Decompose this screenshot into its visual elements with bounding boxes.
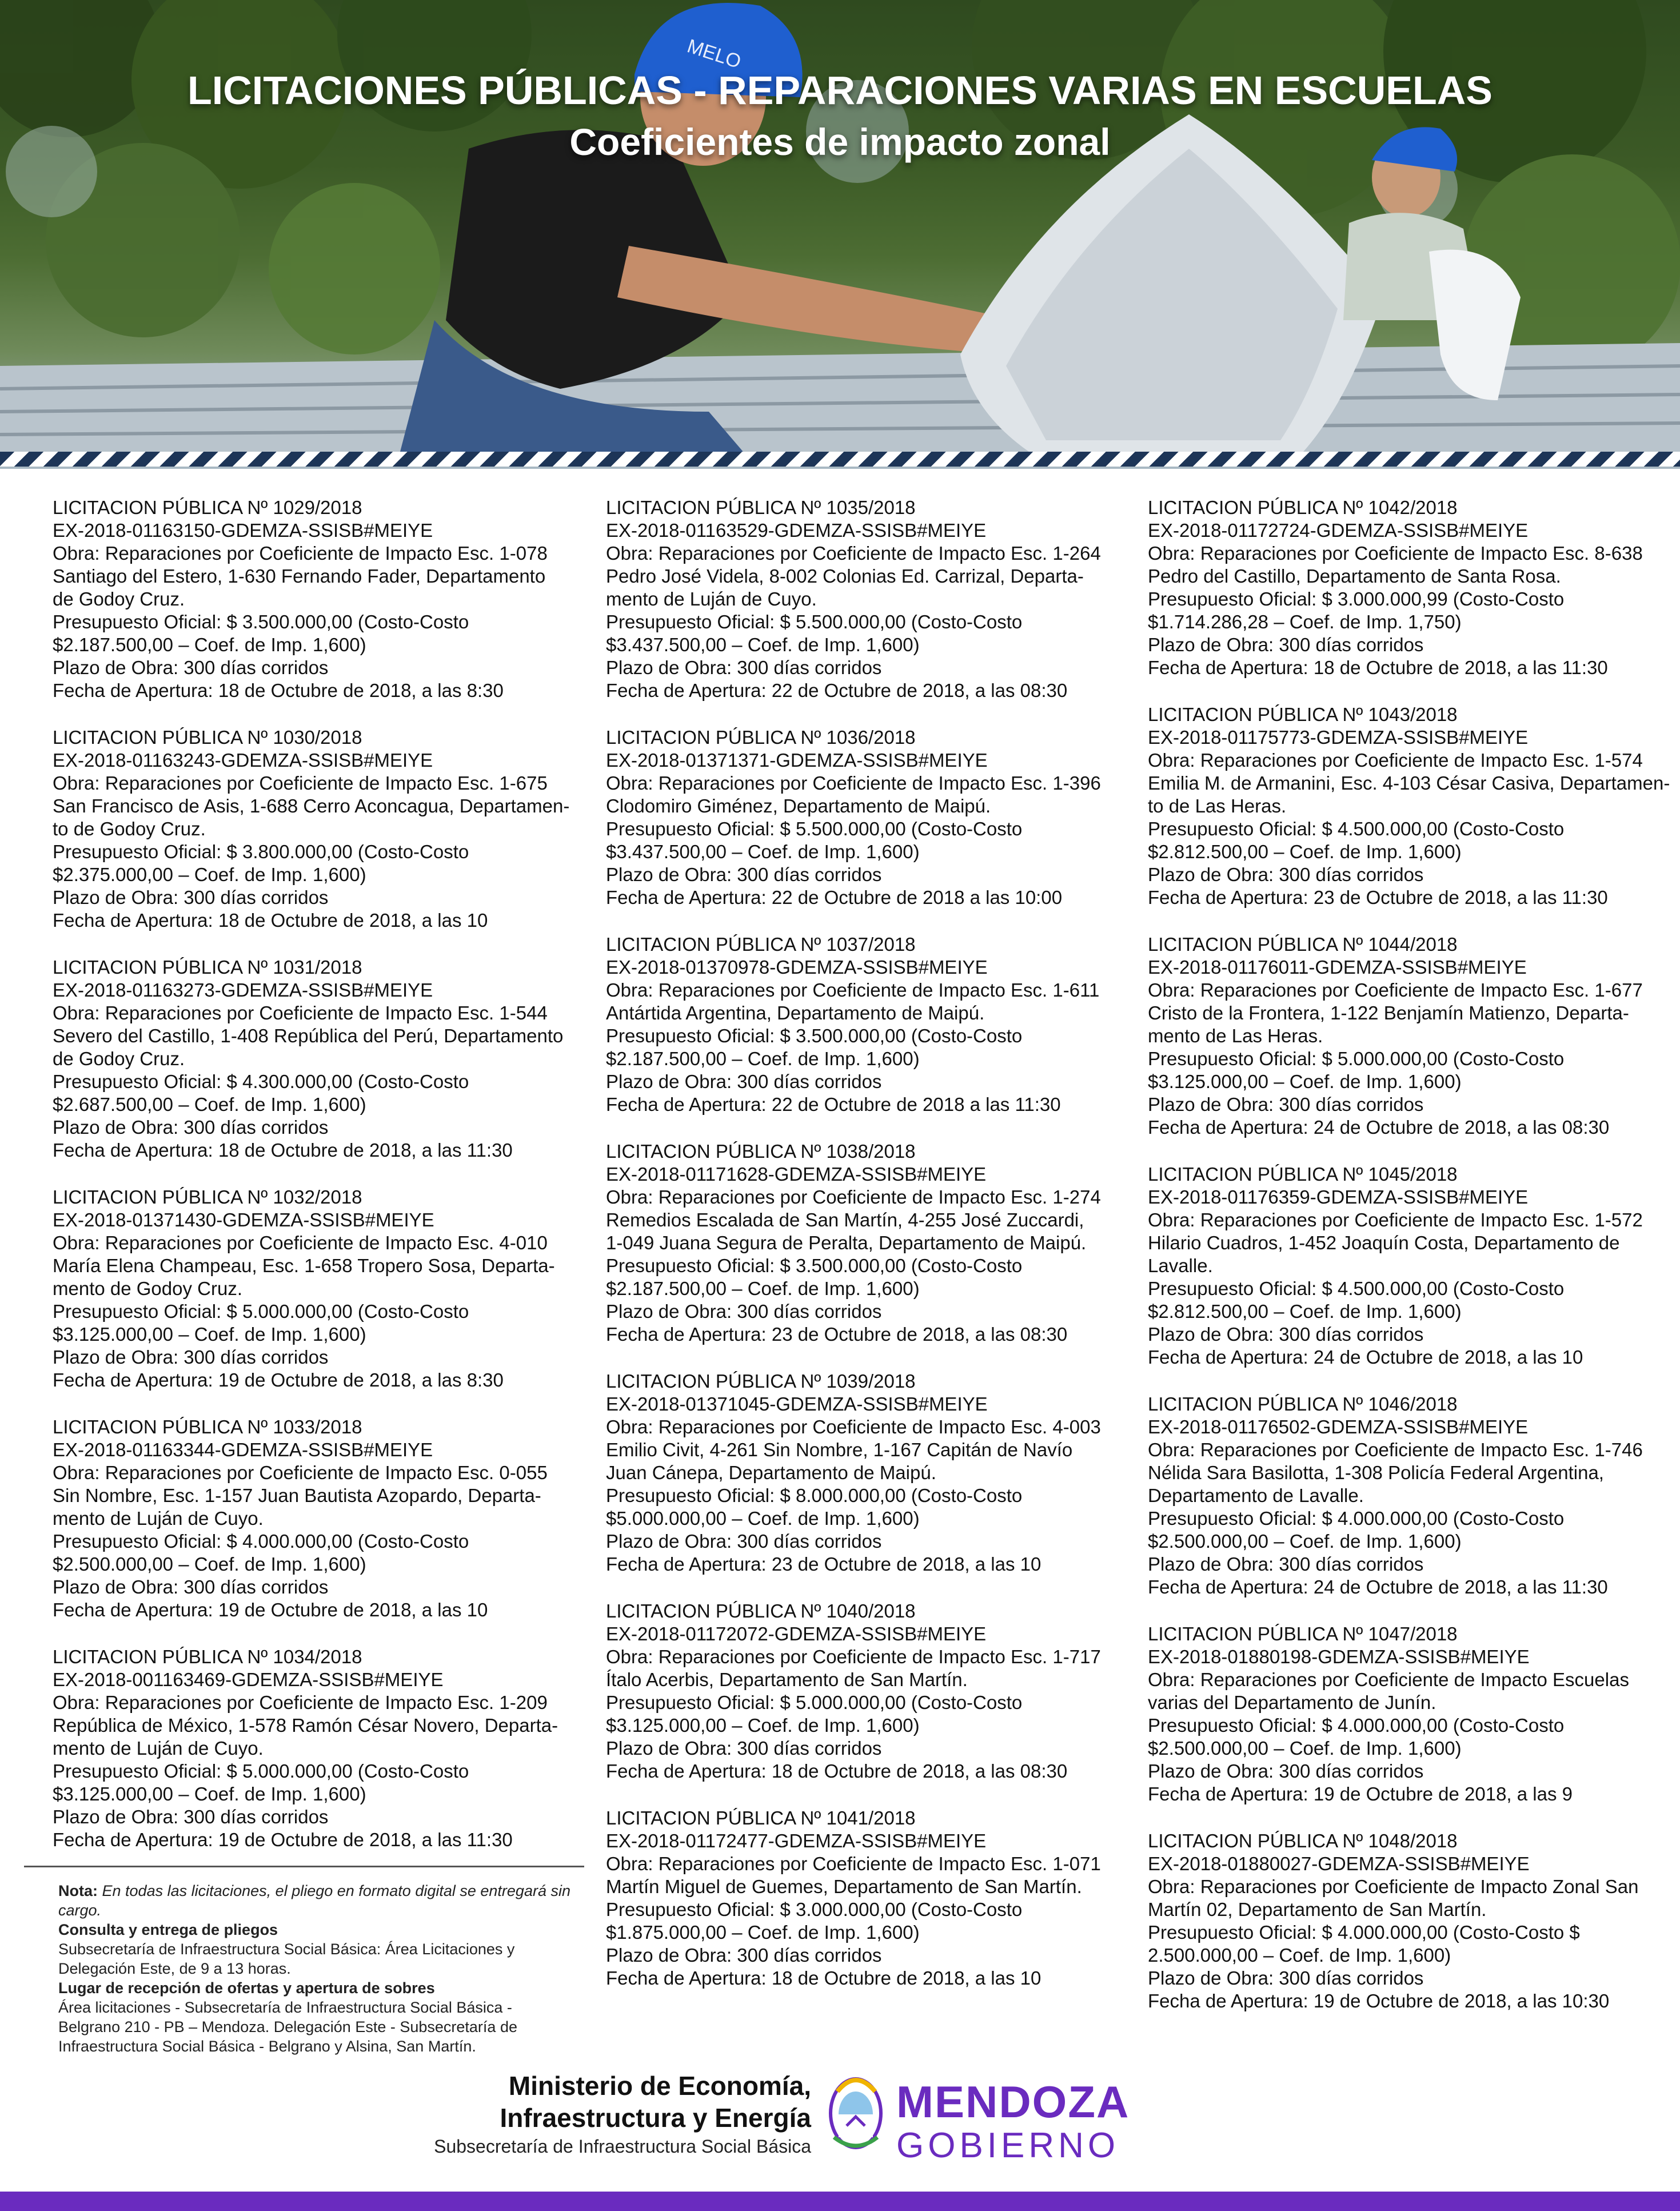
presupuesto: Presupuesto Oficial: $ 5.000.000,00 (Costo-Costo (606, 1692, 1023, 1713)
expediente: EX-2018-01880027-GDEMZA-SSISB#MEIYE (1148, 1853, 1530, 1874)
obra: Obra: Reparaciones por Coeficiente de Impacto Esc. 1-574 (1148, 750, 1643, 771)
obra: Obra: Reparaciones por Coeficiente de Impacto Esc. 1-572 (1148, 1209, 1643, 1230)
costo-coef: $3.125.000,00 – Coef. de Imp. 1,600) (53, 1324, 366, 1345)
expediente: EX-2018-01371371-GDEMZA-SSISB#MEIYE (606, 750, 988, 771)
expediente: EX-2018-01370978-GDEMZA-SSISB#MEIYE (606, 957, 988, 978)
obra-detail: Pedro José Videla, 8-002 Colonias Ed. Carrizal, Departa- (606, 565, 1084, 587)
presupuesto: Presupuesto Oficial: $ 3.000.000,00 (Costo-Costo (606, 1899, 1023, 1920)
plazo: Plazo de Obra: 300 días corridos (1148, 1553, 1424, 1575)
licitacion-number: LICITACION PÚBLICA Nº 1040/2018 (606, 1600, 916, 1622)
costo-coef: $2.500.000,00 – Coef. de Imp. 1,600) (1148, 1738, 1462, 1759)
licitacion-number: LICITACION PÚBLICA Nº 1039/2018 (606, 1371, 916, 1392)
presupuesto: Presupuesto Oficial: $ 5.500.000,00 (Costo-Costo (606, 611, 1023, 632)
plazo: Plazo de Obra: 300 días corridos (606, 657, 882, 678)
expediente: EX-2018-01880198-GDEMZA-SSISB#MEIYE (1148, 1646, 1530, 1667)
costo-coef: $1.875.000,00 – Coef. de Imp. 1,600) (606, 1922, 920, 1943)
presupuesto: Presupuesto Oficial: $ 5.500.000,00 (Costo-Costo (606, 818, 1023, 839)
plazo: Plazo de Obra: 300 días corridos (53, 887, 329, 908)
presupuesto: Presupuesto Oficial: $ 3.000.000,99 (Costo-Costo (1148, 588, 1565, 609)
fecha-apertura: Fecha de Apertura: 18 de Octubre de 2018, a las 11:30 (1148, 657, 1608, 678)
obra-detail: Cristo de la Frontera, 1-122 Benjamín Matienzo, Departa- (1148, 1002, 1629, 1023)
expediente: EX-2018-01176011-GDEMZA-SSISB#MEIYE (1148, 957, 1527, 978)
expediente: EX-2018-01176359-GDEMZA-SSISB#MEIYE (1148, 1186, 1529, 1208)
note-box (58, 1881, 573, 2056)
licitacion-1046 (1148, 1393, 1662, 1599)
fecha-apertura: Fecha de Apertura: 22 de Octubre de 2018 a las 11:30 (606, 1094, 1061, 1115)
licitacion-1036 (606, 726, 1120, 909)
obra-detail: Nélida Sara Basilotta, 1-308 Policía Federal Argentina, (1148, 1462, 1604, 1483)
presupuesto: Presupuesto Oficial: $ 5.000.000,00 (Costo-Costo (1148, 1048, 1565, 1069)
obra-detail: de Godoy Cruz. (53, 1048, 185, 1069)
presupuesto: Presupuesto Oficial: $ 3.800.000,00 (Costo-Costo (53, 841, 469, 862)
costo-coef: $2.187.500,00 – Coef. de Imp. 1,600) (606, 1048, 920, 1069)
licitacion-1039 (606, 1370, 1120, 1576)
plazo: Plazo de Obra: 300 días corridos (606, 1945, 882, 1966)
costo-coef: $5.000.000,00 – Coef. de Imp. 1,600) (606, 1508, 920, 1529)
obra: Obra: Reparaciones por Coeficiente de Impacto Esc. 4-003 (606, 1416, 1101, 1437)
costo-coef: $2.812.500,00 – Coef. de Imp. 1,600) (1148, 841, 1462, 862)
obra-detail: mento de Las Heras. (1148, 1025, 1323, 1046)
licitacion-number: LICITACION PÚBLICA Nº 1029/2018 (53, 497, 362, 518)
expediente: EX-2018-01175773-GDEMZA-SSISB#MEIYE (1148, 727, 1529, 748)
obra-detail: Severo del Castillo, 1-408 República del Perú, Departamento (53, 1025, 564, 1046)
obra-detail: Juan Cánepa, Departamento de Maipú. (606, 1462, 936, 1483)
licitacion-number: LICITACION PÚBLICA Nº 1047/2018 (1148, 1623, 1458, 1644)
licitacion-number: LICITACION PÚBLICA Nº 1043/2018 (1148, 704, 1458, 725)
obra-detail: to de Las Heras. (1148, 795, 1287, 816)
licitacion-1032 (53, 1186, 584, 1392)
presupuesto: Presupuesto Oficial: $ 5.000.000,00 (Costo-Costo (53, 1760, 469, 1782)
fecha-apertura: Fecha de Apertura: 24 de Octubre de 2018, a las 11:30 (1148, 1576, 1608, 1598)
licitacion-number: LICITACION PÚBLICA Nº 1048/2018 (1148, 1830, 1458, 1851)
obra-detail: María Elena Champeau, Esc. 1-658 Tropero Sosa, Departa- (53, 1255, 555, 1276)
consulta-text: Subsecretaría de Infraestructura Social Básica: Área Licitaciones y (58, 1941, 515, 1958)
licitacion-number: LICITACION PÚBLICA Nº 1038/2018 (606, 1141, 916, 1162)
fecha-apertura: Fecha de Apertura: 22 de Octubre de 2018 a las 10:00 (606, 887, 1063, 908)
plazo: Plazo de Obra: 300 días corridos (1148, 1324, 1424, 1345)
fecha-apertura: Fecha de Apertura: 23 de Octubre de 2018, a las 08:30 (606, 1324, 1068, 1345)
plazo: Plazo de Obra: 300 días corridos (1148, 864, 1424, 885)
obra: Obra: Reparaciones por Coeficiente de Impacto Esc. 1-717 (606, 1646, 1101, 1667)
obra: Obra: Reparaciones por Coeficiente de Impacto Esc. 0-055 (53, 1462, 548, 1483)
fecha-apertura: Fecha de Apertura: 19 de Octubre de 2018, a las 8:30 (53, 1369, 504, 1391)
fecha-apertura: Fecha de Apertura: 22 de Octubre de 2018, a las 08:30 (606, 680, 1068, 701)
licitacion-1029 (53, 496, 584, 702)
costo-coef: $3.125.000,00 – Coef. de Imp. 1,600) (1148, 1071, 1462, 1092)
fecha-apertura: Fecha de Apertura: 18 de Octubre de 2018, a las 08:30 (606, 1760, 1068, 1782)
subsecretaria-name: Subsecretaría de Infraestructura Social Básica (434, 2136, 811, 2157)
costo-coef: $3.125.000,00 – Coef. de Imp. 1,600) (53, 1783, 366, 1804)
obra-detail: Martín 02, Departamento de San Martín. (1148, 1899, 1487, 1920)
expediente: EX-2018-01163150-GDEMZA-SSISB#MEIYE (53, 520, 433, 541)
obra: Obra: Reparaciones por Coeficiente de Impacto Esc. 8-638 (1148, 543, 1643, 564)
costo-coef: $2.812.500,00 – Coef. de Imp. 1,600) (1148, 1301, 1462, 1322)
presupuesto: Presupuesto Oficial: $ 4.000.000,00 (Costo-Costo (53, 1531, 469, 1552)
obra: Obra: Reparaciones por Coeficiente de Impacto Zonal San (1148, 1876, 1639, 1897)
obra-detail: varias del Departamento de Junín. (1148, 1692, 1436, 1713)
brand-gobierno: GOBIERNO (896, 2126, 1120, 2165)
presupuesto: Presupuesto Oficial: $ 4.300.000,00 (Costo-Costo (53, 1071, 469, 1092)
obra-detail: Emilia M. de Armanini, Esc. 4-103 César Casiva, Departamen- (1148, 772, 1670, 794)
fecha-apertura: Fecha de Apertura: 19 de Octubre de 2018, a las 10 (53, 1599, 488, 1620)
costo-coef: $3.437.500,00 – Coef. de Imp. 1,600) (606, 841, 920, 862)
licitacion-number: LICITACION PÚBLICA Nº 1035/2018 (606, 497, 916, 518)
presupuesto: Presupuesto Oficial: $ 3.500.000,00 (Costo-Costo (606, 1255, 1023, 1276)
plazo: Plazo de Obra: 300 días corridos (606, 1071, 882, 1092)
obra-detail: Lavalle. (1148, 1255, 1213, 1276)
presupuesto: Presupuesto Oficial: $ 4.500.000,00 (Costo-Costo (1148, 818, 1565, 839)
lugar-text: Infraestructura Social Básica - Belgrano y Alsina, San Martín. (58, 2038, 476, 2055)
obra-detail: Pedro del Castillo, Departamento de Santa Rosa. (1148, 565, 1561, 587)
plazo: Plazo de Obra: 300 días corridos (1148, 634, 1424, 655)
lugar-text: Belgrano 210 - PB – Mendoza. Delegación Este - Subsecretaría de (58, 2018, 517, 2035)
licitacion-1030 (53, 726, 584, 932)
licitacion-number: LICITACION PÚBLICA Nº 1033/2018 (53, 1416, 362, 1437)
obra-detail: Martín Miguel de Guemes, Departamento de San Martín. (606, 1876, 1082, 1897)
licitacion-1041 (606, 1807, 1120, 1990)
presupuesto: Presupuesto Oficial: $ 5.000.000,00 (Costo-Costo (53, 1301, 469, 1322)
presupuesto: Presupuesto Oficial: $ 4.000.000,00 (Costo-Costo $ (1148, 1922, 1580, 1943)
licitacion-1044 (1148, 933, 1662, 1139)
licitacion-1034 (53, 1646, 584, 1851)
obra-detail: mento de Luján de Cuyo. (53, 1738, 264, 1759)
presupuesto: Presupuesto Oficial: $ 8.000.000,00 (Costo-Costo (606, 1485, 1023, 1506)
plazo: Plazo de Obra: 300 días corridos (1148, 1967, 1424, 1989)
fecha-apertura: Fecha de Apertura: 18 de Octubre de 2018, a las 10 (606, 1967, 1041, 1989)
licitacion-number: LICITACION PÚBLICA Nº 1045/2018 (1148, 1164, 1458, 1185)
obra: Obra: Reparaciones por Coeficiente de Impacto Esc. 1-264 (606, 543, 1101, 564)
expediente: EX-2018-01172724-GDEMZA-SSISB#MEIYE (1148, 520, 1529, 541)
licitacion-number: LICITACION PÚBLICA Nº 1046/2018 (1148, 1393, 1458, 1415)
licitacion-1045 (1148, 1163, 1662, 1369)
licitacion-1035 (606, 496, 1120, 702)
licitacion-1042 (1148, 496, 1662, 679)
obra-detail: mento de Godoy Cruz. (53, 1278, 242, 1299)
obra: Obra: Reparaciones por Coeficiente de Impacto Esc. 1-677 (1148, 979, 1643, 1001)
licitacion-1037 (606, 933, 1120, 1116)
costo-coef: $2.500.000,00 – Coef. de Imp. 1,600) (1148, 1531, 1462, 1552)
expediente: EX-2018-01163344-GDEMZA-SSISB#MEIYE (53, 1439, 433, 1460)
expediente: EX-2018-01163529-GDEMZA-SSISB#MEIYE (606, 520, 987, 541)
column-2 (606, 496, 1120, 2014)
presupuesto: Presupuesto Oficial: $ 3.500.000,00 (Costo-Costo (606, 1025, 1023, 1046)
fecha-apertura: Fecha de Apertura: 19 de Octubre de 2018, a las 9 (1148, 1783, 1573, 1804)
presupuesto: Presupuesto Oficial: $ 4.000.000,00 (Costo-Costo (1148, 1715, 1565, 1736)
obra-detail: República de México, 1-578 Ramón César Novero, Departa- (53, 1715, 558, 1736)
fecha-apertura: Fecha de Apertura: 19 de Octubre de 2018, a las 11:30 (53, 1829, 513, 1850)
obra-detail: mento de Luján de Cuyo. (53, 1508, 264, 1529)
fecha-apertura: Fecha de Apertura: 19 de Octubre de 2018, a las 10:30 (1148, 1990, 1610, 2011)
licitacion-1047 (1148, 1623, 1662, 1806)
brand-mendoza: MENDOZA (896, 2077, 1130, 2127)
hero-photo (0, 0, 1680, 469)
plazo: Plazo de Obra: 300 días corridos (606, 864, 882, 885)
licitacion-number: LICITACION PÚBLICA Nº 1030/2018 (53, 727, 362, 748)
expediente: EX-2018-001163469-GDEMZA-SSISB#MEIYE (53, 1669, 444, 1690)
fecha-apertura: Fecha de Apertura: 18 de Octubre de 2018, a las 8:30 (53, 680, 504, 701)
obra: Obra: Reparaciones por Coeficiente de Impacto Esc. 1-209 (53, 1692, 548, 1713)
consulta-text: Delegación Este, de 9 a 13 horas. (58, 1960, 291, 1977)
costo-coef: $2.500.000,00 – Coef. de Imp. 1,600) (53, 1553, 366, 1575)
licitacion-1048 (1148, 1830, 1662, 2013)
obra-detail: Hilario Cuadros, 1-452 Joaquín Costa, Departamento de (1148, 1232, 1620, 1253)
obra: Obra: Reparaciones por Coeficiente de Impacto Esc. 1-611 (606, 979, 1100, 1001)
column-3 (1148, 496, 1670, 2037)
obra-detail: Departamento de Lavalle. (1148, 1485, 1364, 1506)
obra: Obra: Reparaciones por Coeficiente de Impacto Esc. 1-071 (606, 1853, 1101, 1874)
plazo: Plazo de Obra: 300 días corridos (53, 657, 329, 678)
mendoza-seal-icon (826, 2069, 886, 2154)
obra: Obra: Reparaciones por Coeficiente de Impacto Escuelas (1148, 1669, 1629, 1690)
costo-coef: $3.437.500,00 – Coef. de Imp. 1,600) (606, 634, 920, 655)
obra: Obra: Reparaciones por Coeficiente de Impacto Esc. 1-746 (1148, 1439, 1643, 1460)
plazo: Plazo de Obra: 300 días corridos (53, 1576, 329, 1598)
costo-coef: 2.500.000,00 – Coef. de Imp. 1,600) (1148, 1945, 1451, 1966)
footer-bar (0, 2192, 1680, 2211)
obra-detail: Remedios Escalada de San Martín, 4-255 José Zuccardi, (606, 1209, 1084, 1230)
licitacion-1033 (53, 1416, 584, 1622)
plazo: Plazo de Obra: 300 días corridos (53, 1346, 329, 1368)
page-subtitle: Coeficientes de impacto zonal (569, 121, 1111, 163)
expediente: EX-2018-01172072-GDEMZA-SSISB#MEIYE (606, 1623, 987, 1644)
presupuesto: Presupuesto Oficial: $ 4.500.000,00 (Costo-Costo (1148, 1278, 1565, 1299)
obra-detail: de Godoy Cruz. (53, 588, 185, 609)
expediente: EX-2018-01371430-GDEMZA-SSISB#MEIYE (53, 1209, 434, 1230)
licitacion-1043 (1148, 703, 1670, 909)
licitacion-1038 (606, 1140, 1120, 1346)
costo-coef: $2.187.500,00 – Coef. de Imp. 1,600) (53, 634, 366, 655)
page-title: LICITACIONES PÚBLICAS - REPARACIONES VARIAS EN ESCUELAS (187, 68, 1493, 113)
licitacion-number: LICITACION PÚBLICA Nº 1032/2018 (53, 1186, 362, 1208)
plazo: Plazo de Obra: 300 días corridos (53, 1806, 329, 1827)
ministry-name: Ministerio de Economía, (508, 2071, 811, 2101)
obra-detail: mento de Luján de Cuyo. (606, 588, 817, 609)
costo-coef: $3.125.000,00 – Coef. de Imp. 1,600) (606, 1715, 920, 1736)
obra-detail: San Francisco de Asis, 1-688 Cerro Aconcagua, Departamen- (53, 795, 570, 816)
obra: Obra: Reparaciones por Coeficiente de Impacto Esc. 4-010 (53, 1232, 548, 1253)
fecha-apertura: Fecha de Apertura: 23 de Octubre de 2018, a las 10 (606, 1553, 1041, 1575)
lugar-heading: Lugar de recepción de ofertas y apertura de sobres (58, 1979, 435, 1997)
obra-detail: to de Godoy Cruz. (53, 818, 206, 839)
plazo: Plazo de Obra: 300 días corridos (53, 1117, 329, 1138)
fecha-apertura: Fecha de Apertura: 18 de Octubre de 2018, a las 11:30 (53, 1140, 513, 1161)
obra: Obra: Reparaciones por Coeficiente de Impacto Esc. 1-274 (606, 1186, 1101, 1208)
presupuesto: Presupuesto Oficial: $ 3.500.000,00 (Costo-Costo (53, 611, 469, 632)
plazo: Plazo de Obra: 300 días corridos (1148, 1094, 1424, 1115)
note-text: En todas las licitaciones, el pliego en formato digital se entregará sin (102, 1882, 570, 1899)
fecha-apertura: Fecha de Apertura: 18 de Octubre de 2018, a las 10 (53, 910, 488, 931)
plazo: Plazo de Obra: 300 días corridos (606, 1531, 882, 1552)
expediente: EX-2018-01172477-GDEMZA-SSISB#MEIYE (606, 1830, 987, 1851)
licitacion-number: LICITACION PÚBLICA Nº 1044/2018 (1148, 934, 1458, 955)
note-divider (24, 1866, 584, 1867)
ministry-name: Infraestructura y Energía (500, 2103, 811, 2133)
licitacion-number: LICITACION PÚBLICA Nº 1042/2018 (1148, 497, 1458, 518)
obra-detail: Sin Nombre, Esc. 1-157 Juan Bautista Azopardo, Departa- (53, 1485, 541, 1506)
obra-detail: Emilio Civit, 4-261 Sin Nombre, 1-167 Capitán de Navío (606, 1439, 1073, 1460)
obra-detail: Antártida Argentina, Departamento de Maipú. (606, 1002, 985, 1023)
ministry-block (434, 2070, 811, 2159)
decorative-stripe (0, 452, 1680, 467)
costo-coef: $2.687.500,00 – Coef. de Imp. 1,600) (53, 1094, 366, 1115)
plazo: Plazo de Obra: 300 días corridos (606, 1301, 882, 1322)
licitacion-number: LICITACION PÚBLICA Nº 1041/2018 (606, 1807, 916, 1828)
licitacion-1040 (606, 1600, 1120, 1783)
fecha-apertura: Fecha de Apertura: 24 de Octubre de 2018, a las 08:30 (1148, 1117, 1610, 1138)
obra-detail: 1-049 Juana Segura de Peralta, Departamento de Maipú. (606, 1232, 1087, 1253)
expediente: EX-2018-01371045-GDEMZA-SSISB#MEIYE (606, 1393, 988, 1415)
licitacion-number: LICITACION PÚBLICA Nº 1036/2018 (606, 727, 916, 748)
column-1 (53, 496, 584, 1875)
helmet-text: MELO (684, 35, 744, 73)
expediente: EX-2018-01176502-GDEMZA-SSISB#MEIYE (1148, 1416, 1529, 1437)
obra: Obra: Reparaciones por Coeficiente de Impacto Esc. 1-544 (53, 1002, 548, 1023)
lugar-text: Área licitaciones - Subsecretaría de Infraestructura Social Básica - (58, 1999, 512, 2016)
note-label: Nota: (58, 1882, 98, 1899)
costo-coef: $1.714.286,28 – Coef. de Imp. 1,750) (1148, 611, 1462, 632)
plazo: Plazo de Obra: 300 días corridos (1148, 1760, 1424, 1782)
costo-coef: $2.375.000,00 – Coef. de Imp. 1,600) (53, 864, 366, 885)
licitacion-number: LICITACION PÚBLICA Nº 1031/2018 (53, 957, 362, 978)
obra: Obra: Reparaciones por Coeficiente de Impacto Esc. 1-078 (53, 543, 548, 564)
mendoza-gobierno-logo (896, 2079, 1130, 2167)
obra: Obra: Reparaciones por Coeficiente de Impacto Esc. 1-675 (53, 772, 548, 794)
obra: Obra: Reparaciones por Coeficiente de Impacto Esc. 1-396 (606, 772, 1101, 794)
licitacion-number: LICITACION PÚBLICA Nº 1037/2018 (606, 934, 916, 955)
expediente: EX-2018-01171628-GDEMZA-SSISB#MEIYE (606, 1164, 987, 1185)
presupuesto: Presupuesto Oficial: $ 4.000.000,00 (Costo-Costo (1148, 1508, 1565, 1529)
costo-coef: $2.187.500,00 – Coef. de Imp. 1,600) (606, 1278, 920, 1299)
expediente: EX-2018-01163243-GDEMZA-SSISB#MEIYE (53, 750, 433, 771)
obra-detail: Clodomiro Giménez, Departamento de Maipú. (606, 795, 991, 816)
plazo: Plazo de Obra: 300 días corridos (606, 1738, 882, 1759)
fecha-apertura: Fecha de Apertura: 24 de Octubre de 2018, a las 10 (1148, 1346, 1583, 1368)
consulta-heading: Consulta y entrega de pliegos (58, 1921, 278, 1938)
licitacion-1031 (53, 956, 584, 1162)
note-text: cargo. (58, 1902, 102, 1919)
obra-detail: Santiago del Estero, 1-630 Fernando Fader, Departamento (53, 565, 546, 587)
licitacion-number: LICITACION PÚBLICA Nº 1034/2018 (53, 1646, 362, 1667)
obra-detail: Ítalo Acerbis, Departamento de San Martín. (606, 1669, 968, 1690)
expediente: EX-2018-01163273-GDEMZA-SSISB#MEIYE (53, 979, 433, 1001)
fecha-apertura: Fecha de Apertura: 23 de Octubre de 2018, a las 11:30 (1148, 887, 1608, 908)
